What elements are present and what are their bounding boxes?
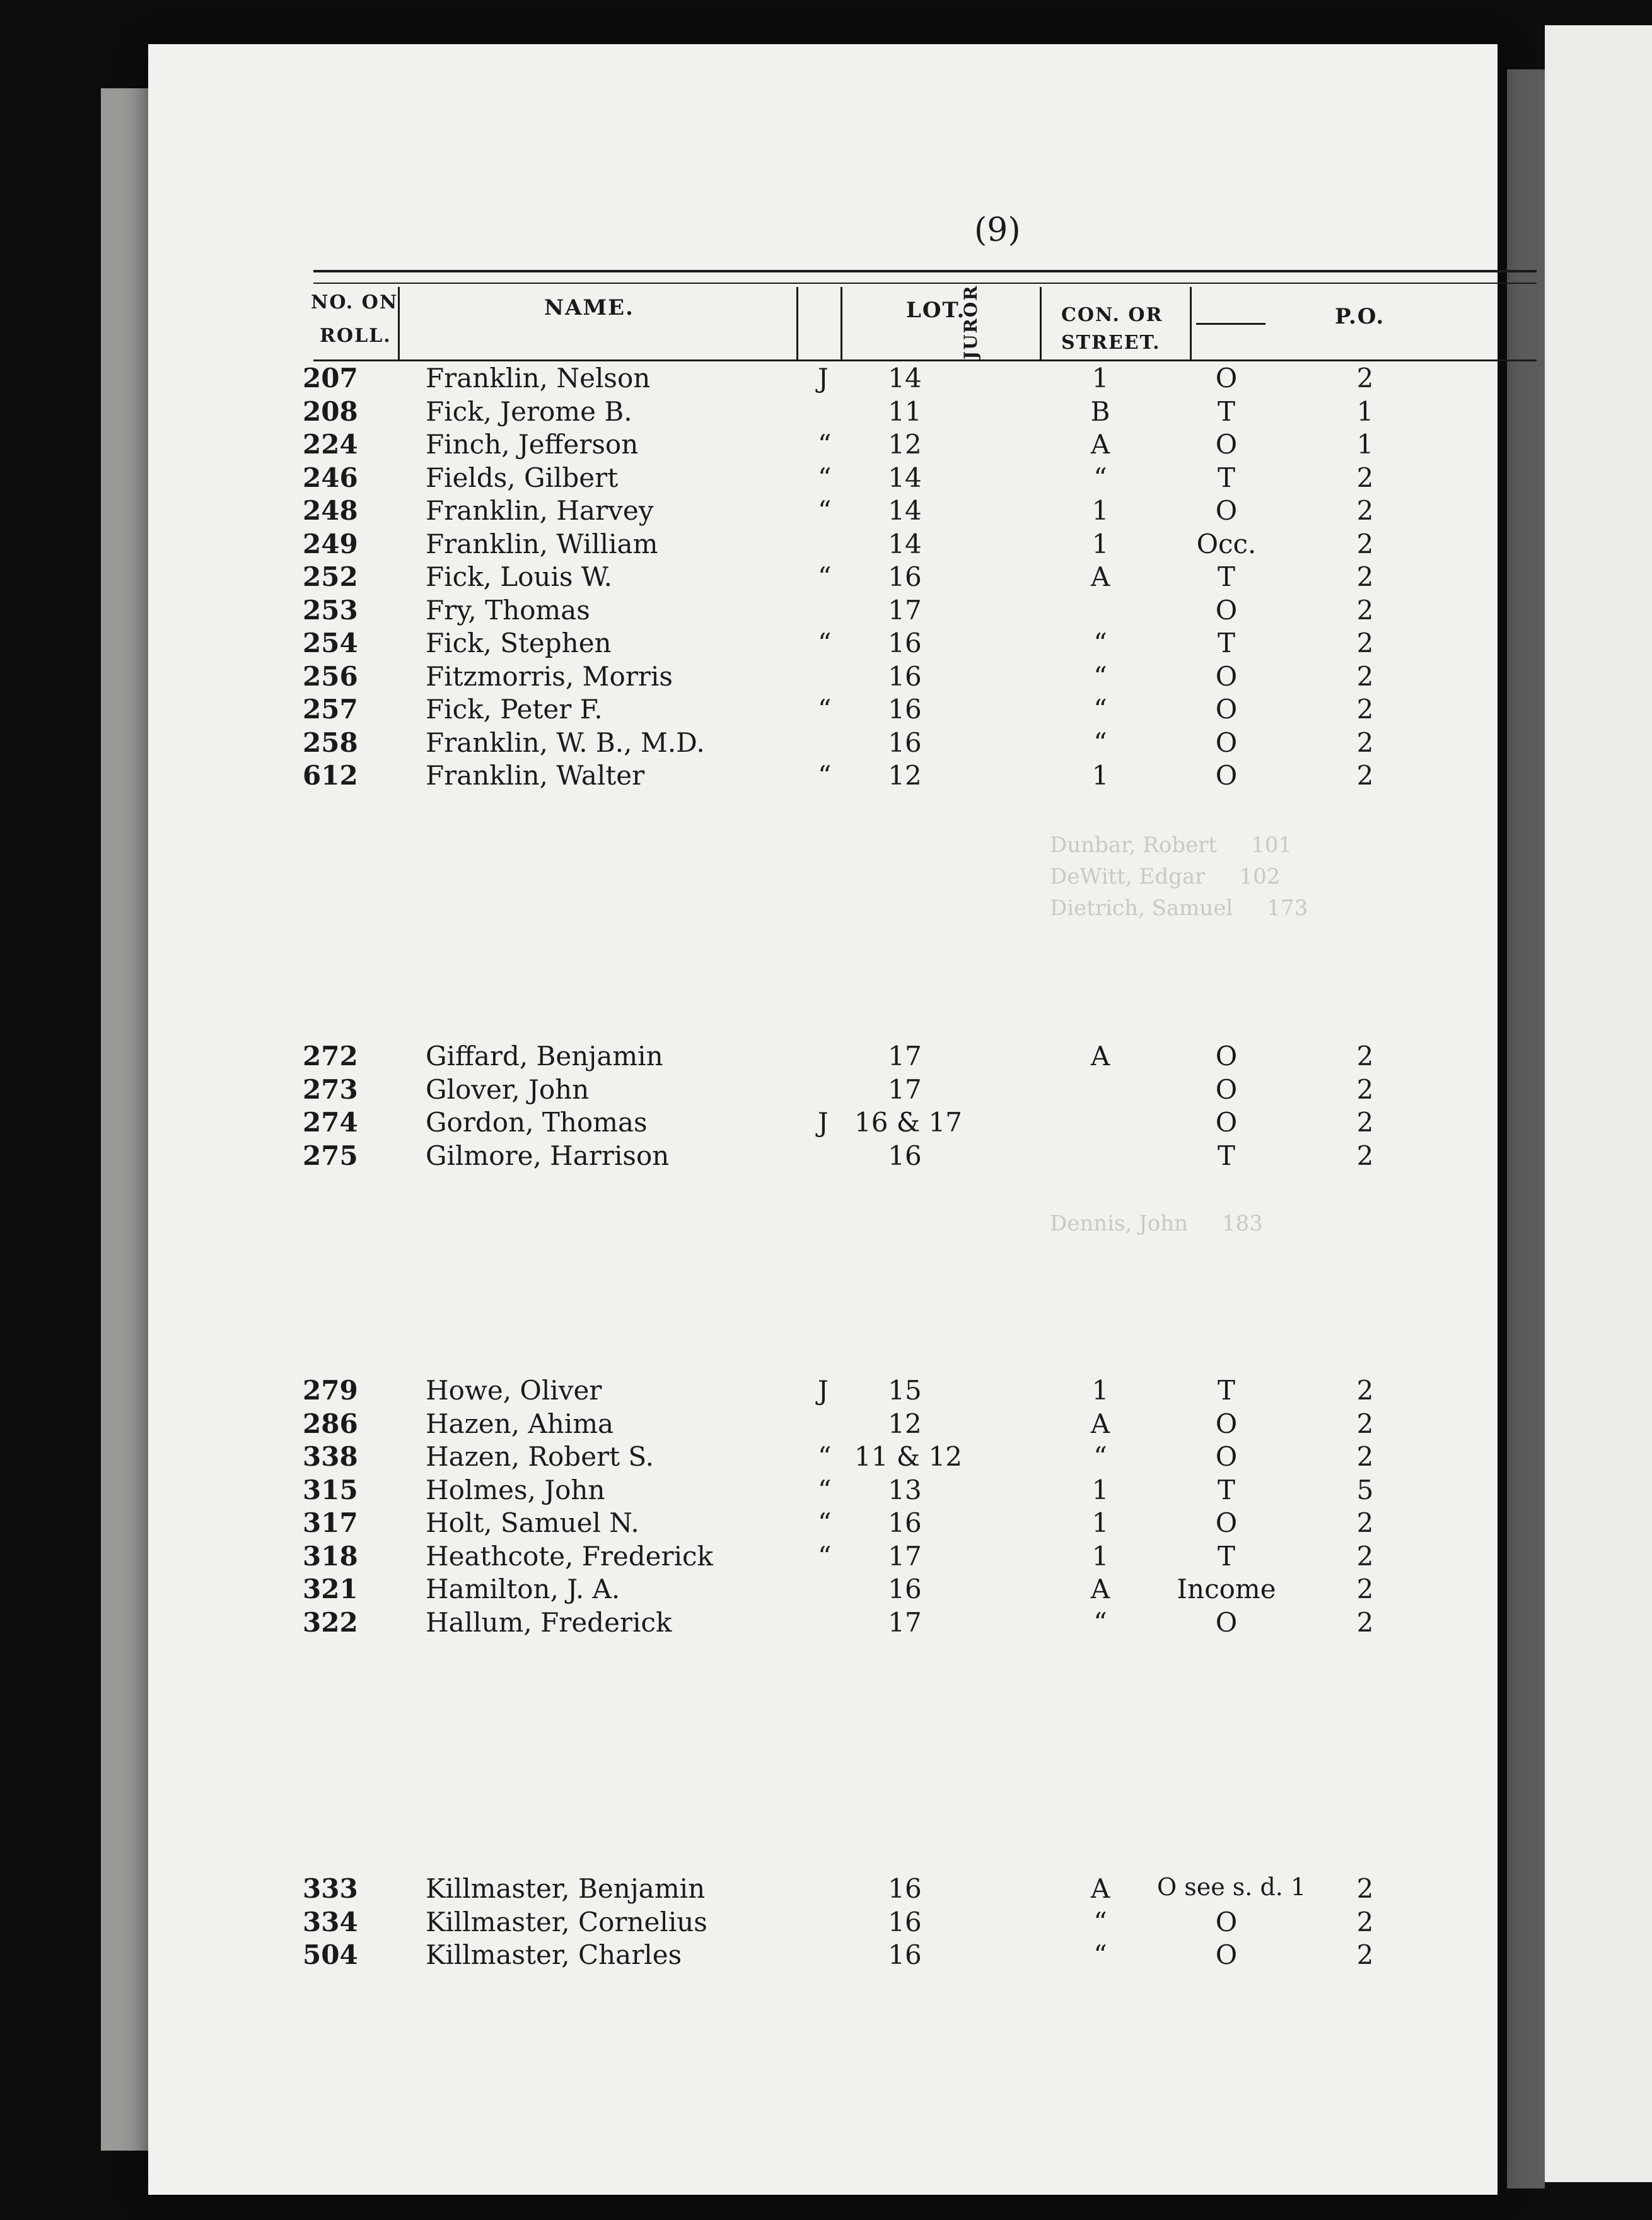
concession: “ [1093, 1606, 1107, 1638]
concession: A [1090, 1041, 1110, 1072]
name: Holmes, John [426, 1474, 605, 1505]
header-name: NAME. [544, 295, 634, 320]
post-office: 2 [1356, 1140, 1374, 1171]
juror-mark: J [818, 1375, 829, 1406]
name: Holt, Samuel N. [426, 1507, 639, 1538]
name: Hazen, Ahima [426, 1408, 614, 1439]
name: Fick, Jerome B. [426, 395, 632, 427]
lot: 12 [888, 760, 922, 791]
concession: 1 [1091, 495, 1109, 526]
header-top-rule-thin [313, 283, 1537, 284]
name: Franklin, Walter [426, 760, 645, 791]
header-top-rule [313, 270, 1537, 272]
roll-number: 207 [303, 363, 358, 394]
lot: 16 [888, 1140, 922, 1171]
register-row [148, 1541, 1498, 1574]
register-row [148, 694, 1498, 727]
header-lot: LOT. [906, 298, 966, 323]
concession: 1 [1091, 1540, 1109, 1572]
roll-number: 279 [303, 1375, 358, 1406]
roll-number: 208 [303, 395, 358, 427]
roll-number: 317 [303, 1507, 358, 1538]
header-con-2: STREET. [1061, 332, 1161, 354]
header-divider-1 [398, 287, 400, 359]
post-office: 2 [1356, 1939, 1374, 1970]
header-po: P.O. [1335, 304, 1385, 329]
name: Fick, Peter F. [426, 694, 603, 725]
post-office: 1 [1356, 429, 1374, 460]
name: Gilmore, Harrison [426, 1140, 670, 1171]
status: Occ. [1196, 528, 1257, 559]
roll-number: 248 [303, 495, 358, 526]
post-office: 2 [1356, 760, 1374, 791]
concession: “ [1093, 462, 1107, 493]
lot: 11 & 12 [854, 1441, 962, 1472]
concession: 1 [1091, 363, 1109, 394]
register-row [148, 1408, 1498, 1441]
name: Heathcote, Frederick [426, 1540, 713, 1572]
page-number: (9) [974, 211, 1021, 249]
roll-number: 612 [303, 760, 358, 791]
post-office: 2 [1356, 1540, 1374, 1572]
lot: 14 [888, 528, 922, 559]
concession: A [1090, 561, 1110, 592]
lot: 16 [888, 1906, 922, 1937]
juror-mark: “ [818, 495, 832, 526]
lot: 17 [888, 594, 922, 626]
status: T [1217, 462, 1235, 493]
bleed-through-3: Dietrich, Samuel 173 [1050, 896, 1308, 921]
concession: A [1090, 1574, 1110, 1604]
register-row [148, 1507, 1498, 1540]
name: Franklin, William [426, 528, 658, 559]
header-no-on-roll-1: NO. ON [311, 291, 398, 313]
status: O [1215, 727, 1238, 758]
lot: 16 [888, 727, 922, 758]
status: O see s. d. 1 [1157, 1873, 1306, 1901]
register-row [148, 727, 1498, 760]
roll-number: 333 [303, 1873, 358, 1904]
header-no-on-roll-2: ROLL. [320, 325, 392, 347]
register-row [148, 760, 1498, 793]
lot: 16 [888, 1574, 922, 1604]
roll-number: 272 [303, 1041, 358, 1072]
roll-number: 286 [303, 1408, 358, 1439]
bleed-through-2: DeWitt, Edgar 102 [1050, 864, 1281, 889]
name: Glover, John [426, 1073, 590, 1105]
concession: A [1090, 429, 1110, 460]
post-office: 2 [1356, 1041, 1374, 1072]
concession: “ [1093, 1441, 1107, 1472]
post-office: 2 [1356, 561, 1374, 592]
name: Fick, Louis W. [426, 561, 612, 592]
juror-mark: “ [818, 561, 832, 592]
juror-mark: “ [818, 694, 832, 725]
status: O [1215, 1073, 1238, 1105]
status: O [1215, 1107, 1238, 1138]
post-office: 2 [1356, 727, 1374, 758]
name: Franklin, Nelson [426, 363, 651, 394]
register-row [148, 1041, 1498, 1073]
lot: 12 [888, 429, 922, 460]
register-row [148, 1375, 1498, 1408]
roll-number: 322 [303, 1606, 358, 1638]
register-page [148, 44, 1498, 2195]
name: Hamilton, J. A. [426, 1574, 620, 1604]
post-office: 2 [1356, 1906, 1374, 1937]
juror-mark: J [818, 1107, 829, 1138]
lot: 11 [888, 395, 922, 427]
name: Franklin, Harvey [426, 495, 654, 526]
roll-number: 256 [303, 660, 358, 692]
status: Income [1177, 1574, 1276, 1604]
concession: “ [1093, 628, 1107, 658]
post-office: 1 [1356, 395, 1374, 427]
register-row [148, 1074, 1498, 1107]
juror-mark: “ [818, 1474, 832, 1505]
register-row [148, 595, 1498, 628]
juror-mark: “ [818, 462, 832, 493]
roll-number: 274 [303, 1107, 358, 1138]
post-office: 2 [1356, 528, 1374, 559]
header-divider-5 [1190, 287, 1192, 359]
post-office: 5 [1356, 1474, 1374, 1505]
status: T [1217, 628, 1235, 658]
status: T [1217, 1474, 1235, 1505]
juror-mark: “ [818, 1540, 832, 1572]
facing-page-edge [1545, 25, 1652, 2182]
juror-mark: “ [818, 1507, 832, 1538]
name: Fields, Gilbert [426, 462, 619, 493]
post-office: 2 [1356, 462, 1374, 493]
register-row [148, 429, 1498, 462]
register-row [148, 1475, 1498, 1507]
lot: 16 [888, 694, 922, 725]
status: O [1215, 1939, 1238, 1970]
name: Giffard, Benjamin [426, 1041, 663, 1072]
status: O [1215, 1906, 1238, 1937]
header-divider-3 [841, 287, 842, 359]
register-row [148, 1441, 1498, 1474]
register-row [148, 1607, 1498, 1640]
status: T [1217, 1140, 1235, 1171]
register-row [148, 628, 1498, 660]
post-office: 2 [1356, 1873, 1374, 1904]
roll-number: 321 [303, 1574, 358, 1604]
concession: 1 [1091, 1507, 1109, 1538]
lot: 17 [888, 1041, 922, 1072]
bleed-through-4: Dennis, John 183 [1050, 1211, 1263, 1236]
name: Killmaster, Charles [426, 1939, 682, 1970]
lot: 14 [888, 363, 922, 394]
concession: “ [1093, 727, 1107, 758]
status: O [1215, 429, 1238, 460]
post-office: 2 [1356, 1107, 1374, 1138]
status: O [1215, 1441, 1238, 1472]
register-row [148, 1907, 1498, 1939]
name: Killmaster, Cornelius [426, 1906, 707, 1937]
header-juror: JUROR [960, 284, 981, 359]
lot: 16 [888, 1507, 922, 1538]
lot: 16 [888, 628, 922, 658]
name: Fitzmorris, Morris [426, 660, 673, 692]
status: O [1215, 760, 1238, 791]
register-row [148, 1107, 1498, 1140]
register-row [148, 363, 1498, 395]
lot: 13 [888, 1474, 922, 1505]
lot: 16 & 17 [854, 1107, 962, 1138]
juror-mark: “ [818, 760, 832, 791]
status: O [1215, 495, 1238, 526]
roll-number: 249 [303, 528, 358, 559]
lot: 14 [888, 495, 922, 526]
juror-mark: J [818, 363, 829, 394]
name: Killmaster, Benjamin [426, 1873, 706, 1904]
post-office: 2 [1356, 628, 1374, 658]
post-office: 2 [1356, 694, 1374, 725]
concession: A [1090, 1408, 1110, 1439]
status: T [1217, 561, 1235, 592]
header-con-1: CON. OR [1061, 304, 1163, 326]
roll-number: 275 [303, 1140, 358, 1171]
name: Gordon, Thomas [426, 1107, 648, 1138]
status: O [1215, 363, 1238, 394]
roll-number: 318 [303, 1540, 358, 1572]
concession: 1 [1091, 528, 1109, 559]
post-office: 2 [1356, 1073, 1374, 1105]
lot: 17 [888, 1073, 922, 1105]
concession: 1 [1091, 1474, 1109, 1505]
post-office: 2 [1356, 495, 1374, 526]
name: Hallum, Frederick [426, 1606, 672, 1638]
roll-number: 258 [303, 727, 358, 758]
lot: 12 [888, 1408, 922, 1439]
lot: 16 [888, 660, 922, 692]
name: Fick, Stephen [426, 628, 612, 658]
post-office: 2 [1356, 1507, 1374, 1538]
concession: “ [1093, 660, 1107, 692]
post-office: 2 [1356, 1606, 1374, 1638]
juror-mark: “ [818, 628, 832, 658]
register-row [148, 1574, 1498, 1606]
lot: 17 [888, 1540, 922, 1572]
concession: A [1090, 1873, 1110, 1904]
header-divider-2 [796, 287, 798, 359]
book-gutter [1507, 69, 1545, 2188]
status: O [1215, 1606, 1238, 1638]
roll-number: 224 [303, 429, 358, 460]
post-office: 2 [1356, 1408, 1374, 1439]
register-row [148, 561, 1498, 594]
lot: 16 [888, 1873, 922, 1904]
post-office: 2 [1356, 363, 1374, 394]
status: T [1217, 1375, 1235, 1406]
post-office: 2 [1356, 660, 1374, 692]
header-divider-4 [1040, 287, 1042, 359]
register-row [148, 1140, 1498, 1173]
roll-number: 273 [303, 1073, 358, 1105]
register-row [148, 661, 1498, 694]
juror-mark: “ [818, 429, 832, 460]
register-row [148, 1873, 1498, 1906]
register-row [148, 529, 1498, 561]
lot: 15 [888, 1375, 922, 1406]
roll-number: 338 [303, 1441, 358, 1472]
concession: “ [1093, 1906, 1107, 1937]
lot: 16 [888, 1939, 922, 1970]
concession: 1 [1091, 1375, 1109, 1406]
roll-number: 253 [303, 594, 358, 626]
bleed-through-1: Dunbar, Robert 101 [1050, 833, 1293, 858]
concession: B [1090, 395, 1110, 427]
header-bottom-rule [313, 359, 1537, 361]
post-office: 2 [1356, 1574, 1374, 1604]
status: O [1215, 1408, 1238, 1439]
header-dash [1196, 323, 1265, 325]
roll-number: 246 [303, 462, 358, 493]
name: Fry, Thomas [426, 594, 590, 626]
concession: 1 [1091, 760, 1109, 791]
post-office: 2 [1356, 594, 1374, 626]
roll-number: 504 [303, 1939, 358, 1970]
name: Howe, Oliver [426, 1375, 602, 1406]
name: Franklin, W. B., M.D. [426, 727, 705, 758]
roll-number: 315 [303, 1474, 358, 1505]
roll-number: 252 [303, 561, 358, 592]
lot: 16 [888, 561, 922, 592]
status: O [1215, 1041, 1238, 1072]
name: Hazen, Robert S. [426, 1441, 654, 1472]
roll-number: 254 [303, 628, 358, 658]
status: O [1215, 594, 1238, 626]
concession: “ [1093, 1939, 1107, 1970]
register-row [148, 1939, 1498, 1972]
status: T [1217, 395, 1235, 427]
status: O [1215, 660, 1238, 692]
post-office: 2 [1356, 1375, 1374, 1406]
status: O [1215, 694, 1238, 725]
juror-mark: “ [818, 1441, 832, 1472]
lot: 17 [888, 1606, 922, 1638]
post-office: 2 [1356, 1441, 1374, 1472]
roll-number: 257 [303, 694, 358, 725]
status: O [1215, 1507, 1238, 1538]
concession: “ [1093, 694, 1107, 725]
roll-number: 334 [303, 1906, 358, 1937]
register-row [148, 495, 1498, 528]
status: T [1217, 1540, 1235, 1572]
register-row [148, 396, 1498, 429]
name: Finch, Jefferson [426, 429, 639, 460]
register-row [148, 462, 1498, 495]
lot: 14 [888, 462, 922, 493]
